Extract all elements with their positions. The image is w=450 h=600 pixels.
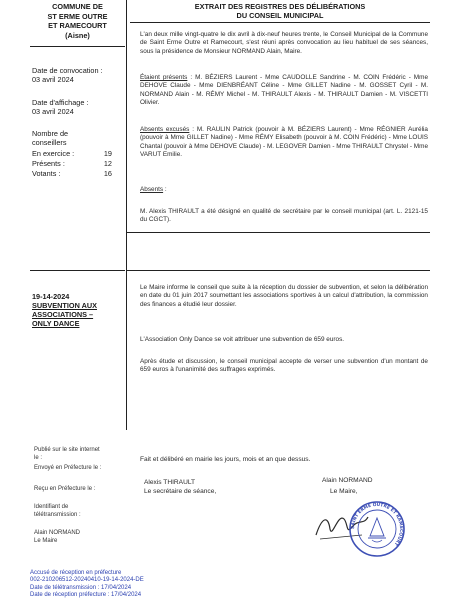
identifiant-line: télétransmission : (34, 511, 81, 518)
recu-info: Reçu en Préfecture le : (34, 486, 96, 492)
commune-header (30, 2, 125, 40)
document-title (130, 2, 430, 20)
identifiant-line: Identifiant de (34, 504, 69, 510)
stamp-line: 002-210206512-20240410-19-14-2024-DE (30, 577, 144, 584)
publie-line: Publié sur le site internet (34, 447, 100, 453)
exercice-value: 19 (103, 149, 112, 158)
presents-row (32, 159, 112, 169)
column-divider (126, 0, 127, 430)
deliberation-title: ASSOCIATIONS – (32, 310, 94, 319)
envoye-info: Envoyé en Préfecture le : (34, 465, 102, 471)
absents-label: Absents (140, 186, 164, 193)
votants-label: Votants : (32, 169, 61, 178)
stamp-line: Accusé de réception en préfecture (30, 570, 122, 576)
secretary-signature-role: Le secrétaire de séance, (144, 488, 217, 495)
deliberation-title: ONLY DANCE (32, 319, 80, 328)
commune-line: ET RAMECOURT (48, 21, 107, 30)
divider (126, 232, 430, 233)
convocation-label: Date de convocation : (32, 66, 103, 75)
absents-list: : (163, 186, 167, 193)
absents-paragraph (140, 186, 428, 194)
excuses-label: Absents excusés (140, 126, 190, 133)
svg-text:SAINT ERME OUTRE ET RAMECOURT (350, 502, 404, 547)
identifiant-info (34, 504, 81, 519)
commune-line: (Aisne) (65, 30, 90, 40)
exercice-row (32, 149, 112, 159)
divider (30, 46, 125, 47)
mayor-signature-name: Alain NORMAND (322, 477, 373, 484)
maire-title: Le Maire (34, 537, 58, 544)
mayor-signature-role: Le Maire, (330, 488, 358, 495)
title-line: DU CONSEIL MUNICIPAL (236, 11, 324, 20)
commune-line: ST ERME OUTRE (47, 11, 108, 21)
deliberation-title: SUBVENTION AUX (32, 301, 98, 310)
stamp-line: Date de télétransmission : 17/04/2024 (30, 584, 132, 591)
affichage-label: Date d'affichage : (32, 98, 89, 107)
votants-row (32, 169, 112, 179)
title-line: EXTRAIT DES REGISTRES DES DÉLIBÉRATIONS (194, 2, 366, 11)
maire-name: Alain NORMAND (34, 530, 81, 536)
presents-value: 12 (103, 159, 112, 168)
conseillers-label: Nombre de (32, 129, 69, 138)
excuses-list: : M. RAULIN Patrick (pouvoir à M. BÉZIERS Laurent) - Mme RÉGNIER Aurélia (pouvoir à Mme GILLET Nadine) - Mme RÉMY Elisabeth (pouvoir à M. COIN Frédéric) - Mme LOUIS Chantal (pouvoir à Mme DEHOVE Claude) - M. LEGOVER Damien - Mme THIRAULT Chrystel - Mme VARUT Emilie. (140, 126, 428, 159)
divider (30, 270, 125, 271)
maire-left (34, 530, 80, 545)
fait-line: Fait et délibéré en mairie les jours, mois et an que dessus. (140, 456, 311, 463)
presents-list: : M. BÉZIERS Laurent - Mme CAUDOLLE Sandrine - M. COIN Frédéric - Mme DEHOVE Claude - Mme DIENBRÉANT Céline - Mme GILLET Nadine - M. GOSSET Cyril - M. NORMAND Alain - M. RÉMY Michel - M. THIRAULT Alexis - M. THIRAULT Damien - M. VISCETTI Olivier. (140, 74, 428, 107)
prefecture-stamp (30, 570, 220, 600)
secretary-paragraph: M. Alexis THIRAULT a été désigné en qualité de secrétaire par le conseil municipal (art. L. 2121-15 du CGCT). (140, 208, 428, 224)
votants-value: 16 (103, 169, 112, 178)
publie-line: le : (34, 454, 43, 461)
publie-info (34, 447, 100, 462)
stamp-line: Date de réception préfecture : 17/04/2024 (30, 592, 142, 599)
seal-text: SAINT ERME OUTRE ET RAMECOURT (350, 502, 404, 547)
official-seal-icon (348, 500, 406, 558)
divider (126, 270, 430, 271)
body-paragraph: L'Association Only Dance se voit attribuer une subvention de 659 euros. (140, 336, 345, 343)
exercice-label: En exercice : (32, 149, 75, 158)
deliberation-reference (32, 292, 124, 328)
divider (130, 22, 430, 23)
opening-paragraph: L'an deux mille vingt-quatre le dix avril à dix-neuf heures trente, le Conseil Municipal de la Commune de Saint Erme Outre et Ramecourt, s'est réuni après convocation au lieu habituel de ses séances, sous la présidence de Monsieur NORMAND Alain, Maire. (140, 31, 428, 55)
affichage-date: 03 avril 2024 (32, 107, 74, 116)
body-paragraph: Après étude et discussion, le conseil municipal accepte de verser une subvention d'un montant de 659 euros à l'unanimité des suffrages exprimés. (140, 358, 428, 374)
deliberation-number: 19-14-2024 (32, 292, 70, 301)
conseillers-label: conseillers (32, 138, 67, 147)
presents-paragraph (140, 74, 428, 108)
commune-line: COMMUNE DE (52, 2, 103, 11)
secretary-signature-name: Alexis THIRAULT (144, 479, 196, 486)
presents-label: Présents : (32, 159, 65, 168)
convocation-date: 03 avril 2024 (32, 75, 74, 84)
presents-label: Étaient présents (140, 74, 188, 81)
body-paragraph: Le Maire informe le conseil que suite à la réception du dossier de subvention, et selon la délibération en date du 01 juin 2017 soumettant les associations sportives à un calcul d'attribution, la commission des finances a étudié leur dossier. (140, 284, 428, 308)
excuses-paragraph (140, 126, 428, 160)
